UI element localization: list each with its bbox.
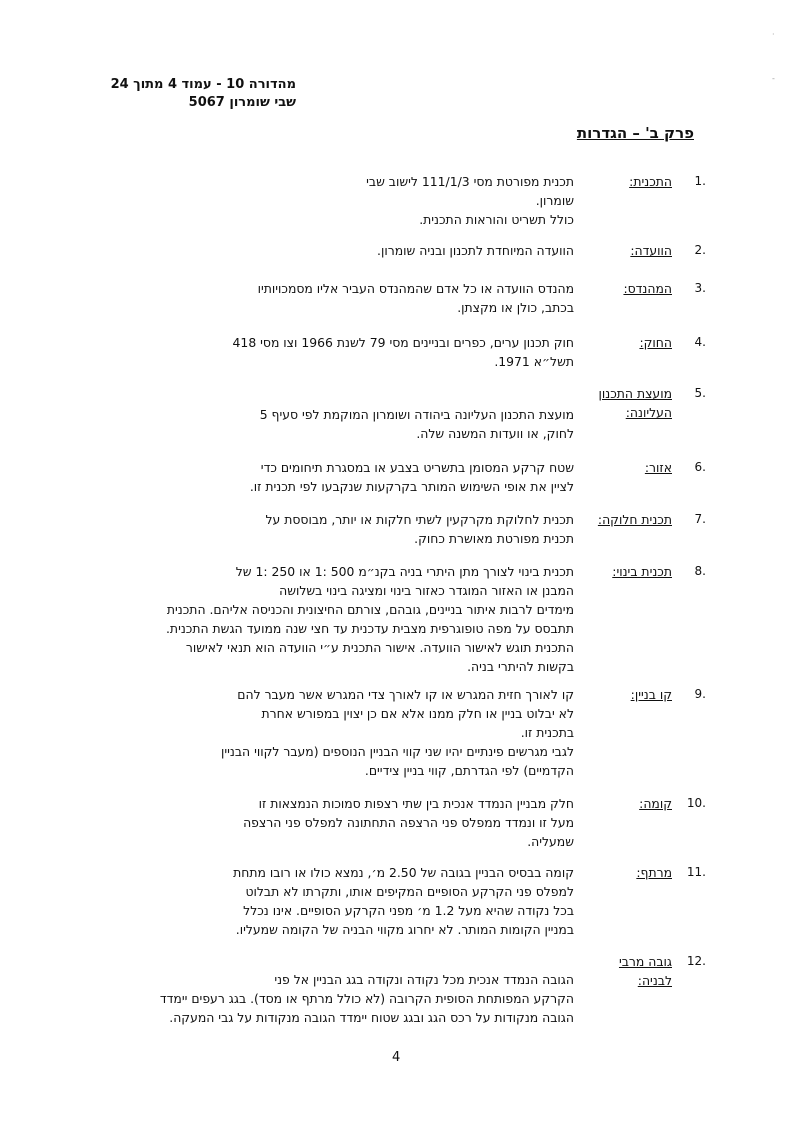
definition-line: תכנית מפורטת מסי 111/1/3 לישוב שבי (366, 174, 574, 189)
definition-line: קומה בבסיס הבניין בגובה של 2.50 מ׳, נמצא כולו או רובו מתחת (233, 865, 574, 880)
chapter-title: פרק ב' – הגדרות (576, 124, 694, 142)
header-edition-line: מהדורה 10 - עמוד 4 מתוך 24 (110, 77, 296, 92)
scan-mark: · (772, 30, 775, 39)
definition-number: 9. (694, 687, 706, 701)
definition-term: תכנית בינוי: (612, 564, 672, 579)
definition-line: הגובה מנקודות על רכס הגג ובגג שטוח יימדד הגובה מנקודות על גבי המעקה. (169, 1010, 574, 1025)
definition-line: הוועדה המיוחדת לתכנון ובניה שומרון. (377, 243, 574, 258)
definition-line: מהנדס הוועדה או כל אדם שהמהנדס העביר אליו מסמכויותיו (257, 281, 574, 296)
definition-text (174, 241, 574, 260)
definition-term: אזור: (644, 460, 672, 475)
document-header (96, 76, 296, 112)
definition-term: גובה מרבי לבניה: (618, 954, 672, 988)
definition-line: הקרקע המפותחת הסופית הקרובה (לא כולל מרתף או מסד). בגג רעפים יימדד (159, 991, 574, 1006)
definition-line: מועצת התכנון העליונה ביהודה ושומרון המוקמת לפי סעיף 5 (259, 407, 574, 422)
definition-line: המבנן או האזור המוגדר כאזור בינוי ומציגה בינוי בשלושה (279, 583, 574, 598)
definition-term: החוק: (639, 335, 672, 350)
definition-text (154, 970, 574, 1027)
definition-term: קומה: (639, 796, 672, 811)
definition-line: תכנית לחלוקת מקרקעין לשתי חלקות או יותר, מבוססת על (265, 512, 574, 527)
definition-term: התכנית: (629, 174, 672, 189)
definition-line: בתכנית זו. (520, 725, 574, 740)
definition-line: שומרון. (535, 193, 574, 208)
definition-line: מעל זו ונמדד ממפלס פני הרצפה התחתונה למפלס פני הרצפה (243, 815, 574, 830)
definition-term: מועצת התכנון העליונה: (598, 386, 672, 420)
definition-term: תכנית חלוקה: (597, 512, 672, 527)
definition-number: 6. (694, 460, 706, 474)
definition-text (174, 458, 574, 496)
definition-line: בכתב, כולן או מקצתן. (457, 300, 574, 315)
definition-number: 11. (686, 865, 706, 879)
definition-number: 4. (694, 335, 706, 349)
definition-text (174, 863, 574, 939)
definition-line: במניין הקומות המותר. לא יחרוג מקווי הבניה של הקומה שמעליו. (235, 922, 574, 937)
definition-term: הוועדה: (630, 243, 672, 258)
definition-number: 5. (694, 386, 706, 400)
definition-line: הקדמיים) לפי הגדרתם, קווי בניין צידיים. (364, 763, 574, 778)
definition-term: מרתף: (636, 865, 672, 880)
header-plan-name: שבי שומרון 5067 (188, 95, 296, 110)
page-number: 4 (392, 1050, 401, 1065)
definition-line: לא יבלוט בניין או חלק ממנו אלא אם כן יצוין במפורש אחרת (261, 706, 574, 721)
definition-line: שמעליה. (527, 834, 574, 849)
definition-term: קו בניין: (630, 687, 672, 702)
definition-number: 12. (686, 954, 706, 968)
definition-number: 3. (694, 281, 706, 295)
definition-line: תכנית מפורטת מאושרת כחוק. (414, 531, 574, 546)
definition-number: 7. (694, 512, 706, 526)
definition-text (174, 510, 574, 548)
definition-line: הגובה הנמדד אנכית מכל נקודה ונקודה בגג הבניין אל פני (274, 972, 574, 987)
definition-line: תשל״א 1971. (494, 354, 574, 369)
scan-mark: - (772, 74, 775, 83)
definition-text (174, 279, 574, 317)
definition-line: לגבי מגרשים פינתיים יהיו שני קווי הבניין הנוספים (מעבר לקווי הבניין (221, 744, 574, 759)
definition-line: לחוק, או וועדות המשנה שלה. (416, 426, 574, 441)
definition-line: חוק תכנון ערים, כפרים ובניינים מסי 79 לשנת 1966 וצו מסי 418 (232, 335, 574, 350)
definition-text (154, 562, 574, 676)
definition-line: בכל נקודה שהיא מעל 1.2 מ׳ מפני הקרקע הסופיים. אינו נכלל (243, 903, 574, 918)
definition-line: תתבסס על מפה טופוגרפית מצבית עדכנית עד חצי שנה ממועד הגשת התכנית. (165, 621, 574, 636)
definition-text (174, 172, 574, 229)
definition-text (174, 685, 574, 780)
definition-line: שטח קרקע המסומן בתשריט בצבע או במסגרת תיחומים כדי (260, 460, 574, 475)
definition-line: בקשות להיתרי בניה. (467, 659, 574, 674)
definition-line: תכנית בינוי לצורך מתן היתרי בניה בקנ״מ 500 :1 או 250 :1 של (235, 564, 574, 579)
definition-line: למפלס פני הקרקע הסופיים המקיפים אותו, ותקרתו לא תבלוט (245, 884, 574, 899)
definition-term: המהנדס: (623, 281, 672, 296)
definition-line: קו לאורך חזית המגרש או קו לאורך צדי המגרש אשר מעבר להם (237, 687, 574, 702)
definition-text (174, 794, 574, 851)
definition-line: לציין את אופי השימוש המותר בקרקעות שנקבעו לפי תכנית זו. (249, 479, 574, 494)
definition-line: מימדים לרבות איתור בניינים, גובהם, צורתם החיצונית והכניסה אליהם. התכנית (166, 602, 574, 617)
definition-number: 8. (694, 564, 706, 578)
definition-number: 1. (694, 174, 706, 188)
definition-line: חלק מבניין הנמדד אנכית בין שתי רצפות סמוכות הנמצאות זו (258, 796, 574, 811)
definition-line: כולל תשריט והוראות התכנית. (419, 212, 574, 227)
definition-text (174, 333, 574, 371)
definition-text (174, 405, 574, 443)
definition-number: 2. (694, 243, 706, 257)
definition-number: 10. (686, 796, 706, 810)
definition-line: התכנית תוגש לאישור הוועדה. אישור התכנית ע״י הוועדה הוא תנאי לאישור (185, 640, 574, 655)
